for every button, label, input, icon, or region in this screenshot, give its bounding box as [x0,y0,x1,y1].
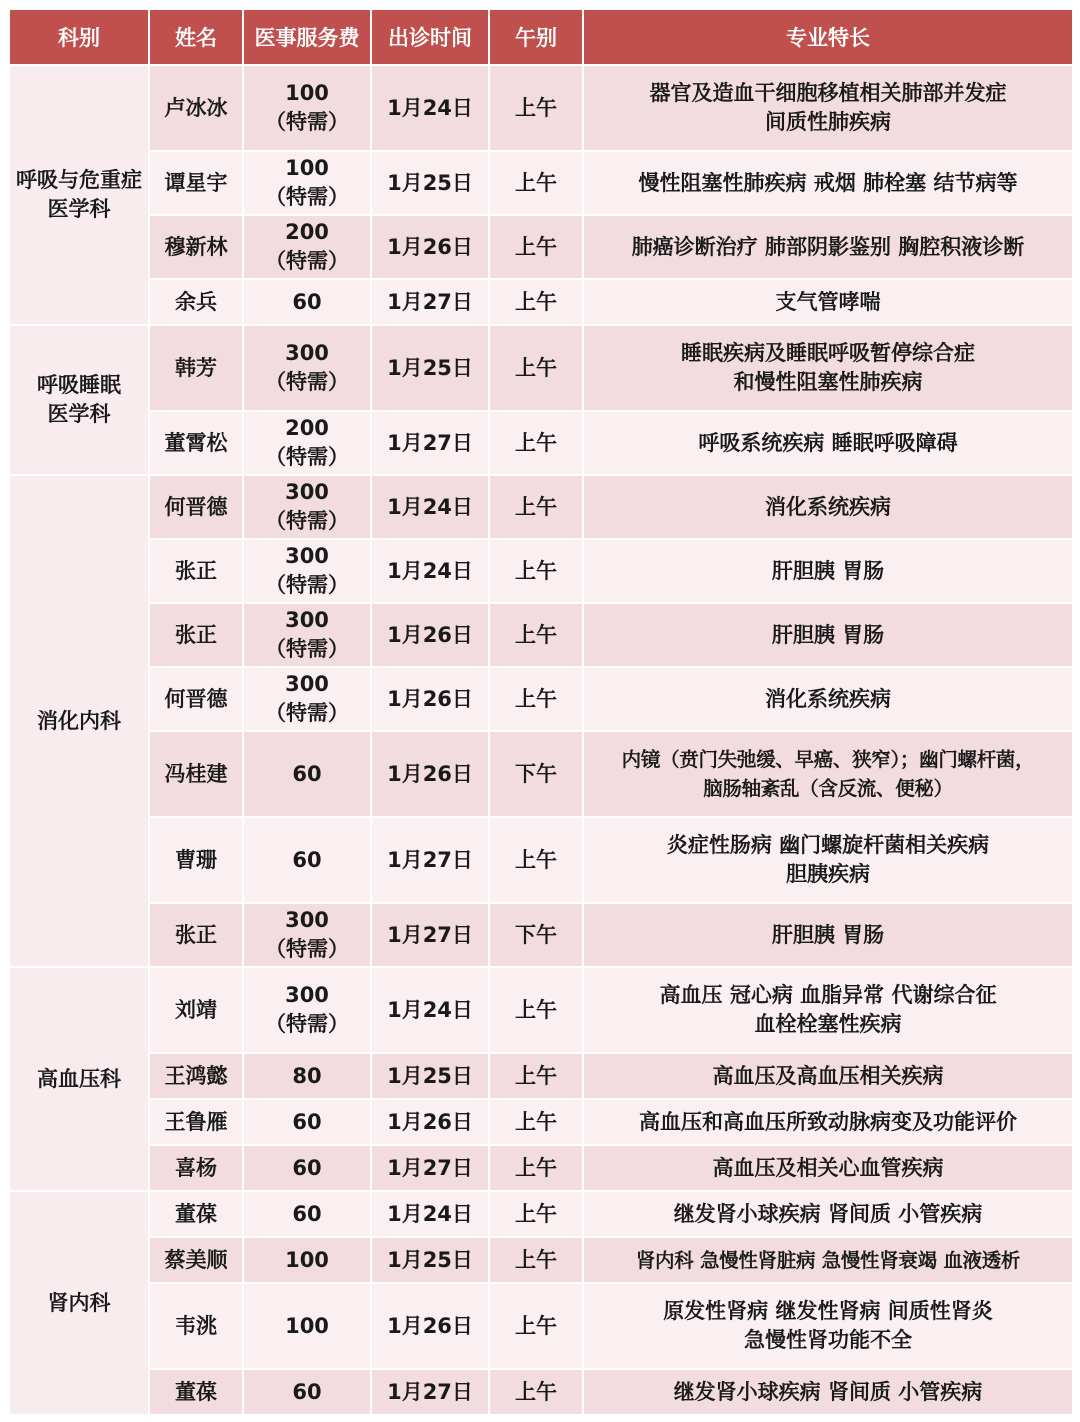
dept-cell [9,475,149,967]
header-name: 姓名 [149,9,243,65]
clinic-period: 上午 [489,1237,583,1283]
specialty-line: 继发肾小球疾病 肾间质 小管疾病 [673,1201,983,1226]
doctor-name: 冯桂建 [149,731,243,817]
clinic-date: 1月24日 [371,475,489,539]
specialty [583,151,1073,215]
doctor-name: 何晋德 [149,475,243,539]
fee-line: （特需） [265,249,349,273]
service-fee [243,1053,371,1099]
table-row [9,1191,1073,1237]
specialty [583,603,1073,667]
specialty-line: 高血压 冠心病 血脂异常 代谢综合征 [659,983,997,1007]
clinic-period: 上午 [489,1191,583,1237]
specialty [583,731,1073,817]
clinic-period: 上午 [489,1369,583,1415]
dept-cell [9,65,149,325]
fee-line: 60 [292,847,322,872]
dept-line: 呼吸睡眠 [37,373,121,397]
clinic-date: 1月26日 [371,215,489,279]
specialty [583,475,1073,539]
fee-line: 60 [292,1155,322,1180]
clinic-date: 1月27日 [371,411,489,475]
clinic-date: 1月26日 [371,1099,489,1145]
clinic-period: 上午 [489,411,583,475]
doctor-name: 董葆 [149,1369,243,1415]
clinic-period: 下午 [489,903,583,967]
clinic-date: 1月26日 [371,667,489,731]
clinic-period: 上午 [489,817,583,903]
fee-line: （特需） [265,509,349,533]
clinic-period: 上午 [489,65,583,151]
doctor-name: 张正 [149,903,243,967]
clinic-period: 上午 [489,279,583,325]
fee-line: 300 [285,480,329,504]
fee-line: 200 [285,220,329,244]
clinic-schedule-table [8,8,1074,1416]
fee-line: 100 [285,156,329,180]
doctor-name: 韩芳 [149,325,243,411]
fee-line: 100 [285,1313,329,1338]
service-fee [243,411,371,475]
clinic-period: 上午 [489,151,583,215]
header-row [9,9,1073,65]
table-row [9,325,1073,411]
doctor-name: 韦洮 [149,1283,243,1369]
fee-line: （特需） [265,370,349,394]
table-row [9,65,1073,151]
fee-line: （特需） [265,937,349,961]
dept-cell [9,967,149,1191]
table-row [9,539,1073,603]
doctor-name: 董葆 [149,1191,243,1237]
service-fee [243,151,371,215]
specialty-line: 急慢性肾功能不全 [744,1328,912,1352]
fee-line: （特需） [265,445,349,469]
specialty-line: 支气管哮喘 [775,289,881,314]
doctor-name: 王鲁雁 [149,1099,243,1145]
table-row [9,967,1073,1053]
doctor-name: 卢冰冰 [149,65,243,151]
clinic-period: 上午 [489,1053,583,1099]
clinic-period: 上午 [489,325,583,411]
fee-line: 60 [292,289,322,314]
clinic-date: 1月24日 [371,967,489,1053]
specialty-line: 器官及造血干细胞移植相关肺部并发症 [649,81,1007,105]
table-row [9,603,1073,667]
specialty-line: 消化系统疾病 [765,686,891,711]
specialty [583,1145,1073,1191]
header-date: 出诊时间 [371,9,489,65]
fee-line: 300 [285,608,329,632]
specialty-line: 血栓栓塞性疾病 [754,1012,902,1036]
fee-line: 300 [285,341,329,365]
specialty [583,279,1073,325]
specialty-line: 内镜（贲门失弛缓、早癌、狭窄）；幽门螺杆菌， [621,748,1035,771]
clinic-date: 1月25日 [371,1053,489,1099]
service-fee [243,903,371,967]
clinic-date: 1月27日 [371,817,489,903]
specialty [583,411,1073,475]
doctor-name: 余兵 [149,279,243,325]
specialty-line: 继发肾小球疾病 肾间质 小管疾病 [673,1379,983,1404]
clinic-date: 1月25日 [371,1237,489,1283]
specialty [583,539,1073,603]
clinic-period: 上午 [489,1283,583,1369]
fee-line: 60 [292,761,322,786]
fee-line: 300 [285,908,329,932]
table-row [9,279,1073,325]
clinic-period: 上午 [489,967,583,1053]
service-fee [243,215,371,279]
service-fee [243,1237,371,1283]
table-row [9,1099,1073,1145]
clinic-period: 上午 [489,1145,583,1191]
clinic-date: 1月24日 [371,65,489,151]
clinic-date: 1月26日 [371,731,489,817]
specialty-line: 肾内科 急慢性肾脏病 急慢性肾衰竭 血液透析 [635,1248,1021,1272]
fee-line: 300 [285,983,329,1007]
header-period: 午别 [489,9,583,65]
doctor-name: 张正 [149,539,243,603]
doctor-name: 张正 [149,603,243,667]
specialty [583,1237,1073,1283]
clinic-date: 1月26日 [371,603,489,667]
fee-line: 200 [285,416,329,440]
fee-line: （特需） [265,185,349,209]
service-fee [243,817,371,903]
specialty-line: 脑肠轴紊乱（含反流、便秘） [703,777,953,800]
service-fee [243,731,371,817]
specialty-line: 肝胆胰 胃肠 [771,922,885,947]
service-fee [243,967,371,1053]
fee-line: 80 [292,1063,322,1088]
specialty [583,1191,1073,1237]
header-dept: 科别 [9,9,149,65]
specialty [583,215,1073,279]
fee-line: 100 [285,1247,329,1272]
specialty-line: 胆胰疾病 [786,862,870,886]
doctor-name: 谭星宇 [149,151,243,215]
specialty-line: 炎症性肠病 幽门螺旋杆菌相关疾病 [666,833,990,857]
specialty-line: 慢性阻塞性肺疾病 戒烟 肺栓塞 结节病等 [638,170,1018,195]
specialty-line: 和慢性阻塞性肺疾病 [733,370,923,394]
fee-line: 60 [292,1379,322,1404]
clinic-period: 上午 [489,1099,583,1145]
specialty [583,325,1073,411]
service-fee [243,279,371,325]
table-row [9,817,1073,903]
table-row [9,1369,1073,1415]
clinic-date: 1月27日 [371,1145,489,1191]
service-fee [243,1191,371,1237]
fee-line: 300 [285,544,329,568]
service-fee [243,325,371,411]
specialty [583,967,1073,1053]
clinic-period: 上午 [489,215,583,279]
dept-line: 高血压科 [37,1066,121,1091]
specialty-line: 高血压及相关心血管疾病 [712,1155,944,1180]
table-row [9,1145,1073,1191]
clinic-period: 上午 [489,667,583,731]
specialty [583,667,1073,731]
table-row [9,903,1073,967]
service-fee [243,1369,371,1415]
service-fee [243,667,371,731]
table-row [9,1053,1073,1099]
specialty [583,1369,1073,1415]
doctor-name: 何晋德 [149,667,243,731]
clinic-period: 上午 [489,475,583,539]
specialty-line: 原发性肾病 继发性肾病 间质性肾炎 [663,1299,993,1323]
table-row [9,731,1073,817]
dept-line: 医学科 [47,402,111,426]
dept-line: 消化内科 [37,708,121,733]
service-fee [243,1099,371,1145]
doctor-name: 穆新林 [149,215,243,279]
service-fee [243,539,371,603]
fee-line: （特需） [265,701,349,725]
table-row [9,411,1073,475]
specialty-line: 高血压及高血压相关疾病 [712,1063,944,1088]
clinic-date: 1月26日 [371,1283,489,1369]
specialty-line: 高血压和高血压所致动脉病变及功能评价 [639,1109,1017,1134]
fee-line: 300 [285,672,329,696]
specialty-line: 肝胆胰 胃肠 [771,558,885,583]
fee-line: （特需） [265,573,349,597]
doctor-name: 喜杨 [149,1145,243,1191]
doctor-name: 曹珊 [149,817,243,903]
specialty [583,1283,1073,1369]
specialty-line: 肺癌诊断治疗 肺部阴影鉴别 胸腔积液诊断 [631,234,1025,259]
table-row [9,667,1073,731]
specialty-line: 消化系统疾病 [765,494,891,519]
specialty [583,65,1073,151]
header-fee: 医事服务费 [243,9,371,65]
specialty [583,817,1073,903]
clinic-date: 1月25日 [371,325,489,411]
fee-line: 60 [292,1109,322,1134]
specialty [583,903,1073,967]
table-body [9,65,1073,1415]
clinic-date: 1月27日 [371,279,489,325]
specialty [583,1099,1073,1145]
table-row [9,1283,1073,1369]
clinic-date: 1月27日 [371,903,489,967]
service-fee [243,65,371,151]
clinic-date: 1月25日 [371,151,489,215]
clinic-period: 下午 [489,731,583,817]
dept-line: 呼吸与危重症 [16,168,142,192]
table-row [9,215,1073,279]
specialty-line: 睡眠疾病及睡眠呼吸暂停综合症 [681,341,975,365]
dept-cell [9,1191,149,1415]
specialty-line: 肝胆胰 胃肠 [771,622,885,647]
table-row [9,475,1073,539]
fee-line: （特需） [265,110,349,134]
table-row [9,1237,1073,1283]
clinic-date: 1月24日 [371,539,489,603]
doctor-name: 蔡美顺 [149,1237,243,1283]
specialty-line: 间质性肺疾病 [765,110,891,134]
service-fee [243,475,371,539]
service-fee [243,603,371,667]
doctor-name: 董霄松 [149,411,243,475]
dept-line: 肾内科 [47,1290,111,1315]
specialty [583,1053,1073,1099]
doctor-name: 刘靖 [149,967,243,1053]
table-row [9,151,1073,215]
clinic-date: 1月27日 [371,1369,489,1415]
clinic-period: 上午 [489,539,583,603]
doctor-name: 王鸿懿 [149,1053,243,1099]
fee-line: 100 [285,81,329,105]
service-fee [243,1145,371,1191]
clinic-date: 1月24日 [371,1191,489,1237]
service-fee [243,1283,371,1369]
dept-line: 医学科 [47,197,111,221]
specialty-line: 呼吸系统疾病 睡眠呼吸障碍 [698,430,958,455]
dept-cell [9,325,149,475]
clinic-period: 上午 [489,603,583,667]
fee-line: （特需） [265,637,349,661]
fee-line: （特需） [265,1012,349,1036]
header-specialty: 专业特长 [583,9,1073,65]
fee-line: 60 [292,1201,322,1226]
